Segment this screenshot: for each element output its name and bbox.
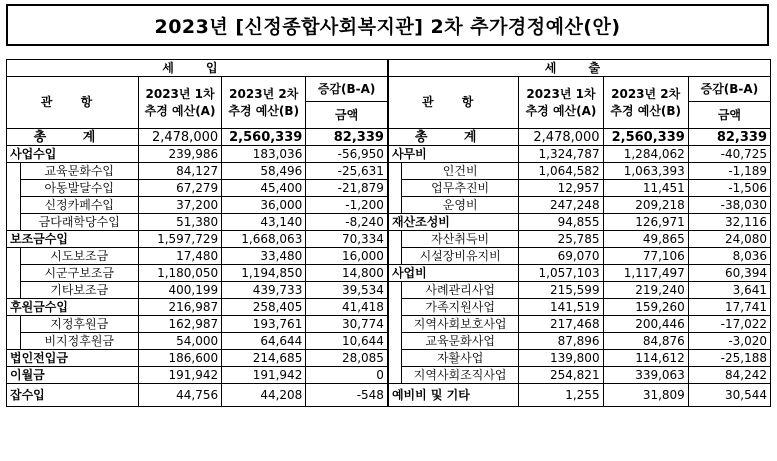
income-value-diff: 14,800: [306, 265, 388, 282]
income-value-b: 58,496: [222, 163, 306, 180]
expense-category-label: 사업비: [388, 265, 519, 282]
table-row: [7, 384, 771, 407]
expense-value-diff: 32,116: [688, 214, 770, 231]
income-value-diff: 70,334: [306, 231, 388, 248]
table-row: [7, 231, 771, 248]
table-row: [7, 180, 771, 197]
income-subitem-label: 지정후원금: [20, 316, 138, 333]
expense-value-a: 215,599: [519, 282, 603, 299]
table-row: [7, 316, 771, 333]
income-subitem-label: 시도보조금: [20, 248, 138, 265]
income-subitem-label: 교육문화수입: [20, 163, 138, 180]
income-value-b: 183,036: [222, 146, 306, 163]
expense-value-b: 31,809: [603, 384, 688, 407]
expense-subitem-label: 자활사업: [401, 350, 518, 367]
income-indent-cell: [7, 333, 21, 350]
expense-value-diff: -17,022: [688, 316, 770, 333]
budget-table: [6, 59, 771, 407]
page-title: 2023년 [신정종합사회복지관] 2차 추가경정예산(안): [6, 4, 769, 46]
expense-total-label: 총 계: [388, 129, 519, 146]
expense-indent-cell: [388, 367, 402, 384]
income-value-b: 45,400: [222, 180, 306, 197]
expense-value-a: 25,785: [519, 231, 603, 248]
expense-indent-cell: [388, 248, 402, 265]
expense-value-b: 11,451: [603, 180, 688, 197]
expense-value-a: 1,255: [519, 384, 603, 407]
expense-subitem-label: 업무추진비: [401, 180, 518, 197]
expense-indent-cell: [388, 197, 402, 214]
expense-indent-cell: [388, 163, 402, 180]
income-subitem-label: 시군구보조금: [20, 265, 138, 282]
expense-value-diff: -1,506: [688, 180, 770, 197]
table-row: [7, 282, 771, 299]
expense-value-diff: -40,725: [688, 146, 770, 163]
expense-total-b: 2,560,339: [603, 129, 688, 146]
expense-subitem-label: 지역사회조직사업: [401, 367, 518, 384]
income-value-diff: -21,879: [306, 180, 388, 197]
table-row: [7, 214, 771, 231]
expense-value-diff: 17,741: [688, 299, 770, 316]
expense-value-b: 114,612: [603, 350, 688, 367]
expense-value-b: 84,876: [603, 333, 688, 350]
income-col-amount: 금액: [306, 102, 388, 129]
income-subitem-label: 신정카페수입: [20, 197, 138, 214]
expense-subitem-label: 시설장비유지비: [401, 248, 518, 265]
expense-indent-cell: [388, 231, 402, 248]
expense-indent-cell: [388, 282, 402, 299]
expense-value-b: 200,446: [603, 316, 688, 333]
income-value-b: 1,194,850: [222, 265, 306, 282]
expense-value-a: 247,248: [519, 197, 603, 214]
income-subitem-label: 아동발달수입: [20, 180, 138, 197]
income-value-diff: -56,950: [306, 146, 388, 163]
expense-indent-cell: [388, 299, 402, 316]
income-value-b: 214,685: [222, 350, 306, 367]
income-value-a: 44,756: [138, 384, 221, 407]
income-indent-cell: [7, 214, 21, 231]
expense-value-a: 12,957: [519, 180, 603, 197]
income-subitem-label: 비지정후원금: [20, 333, 138, 350]
income-value-a: 37,200: [138, 197, 221, 214]
expense-value-a: 1,057,103: [519, 265, 603, 282]
income-value-b: 439,733: [222, 282, 306, 299]
income-value-a: 17,480: [138, 248, 221, 265]
income-value-a: 216,987: [138, 299, 221, 316]
income-category-label: 법인전입금: [7, 350, 139, 367]
income-value-a: 162,987: [138, 316, 221, 333]
expense-subitem-label: 교육문화사업: [401, 333, 518, 350]
expense-value-a: 141,519: [519, 299, 603, 316]
expense-value-b: 219,240: [603, 282, 688, 299]
expense-value-b: 1,063,393: [603, 163, 688, 180]
expense-value-a: 1,324,787: [519, 146, 603, 163]
income-value-b: 33,480: [222, 248, 306, 265]
expense-col-2nd: 2023년 2차 추경 예산(B): [603, 77, 688, 129]
income-value-b: 44,208: [222, 384, 306, 407]
income-subitem-label: 금다래학당수입: [20, 214, 138, 231]
expense-subitem-label: 자산취득비: [401, 231, 518, 248]
expense-indent-cell: [388, 350, 402, 367]
table-row: [7, 265, 771, 282]
expense-value-a: 69,070: [519, 248, 603, 265]
table-row: [7, 248, 771, 265]
expense-value-a: 254,821: [519, 367, 603, 384]
expense-value-b: 1,284,062: [603, 146, 688, 163]
income-value-a: 84,127: [138, 163, 221, 180]
expense-category-label: 예비비 및 기타: [388, 384, 519, 407]
income-value-diff: -1,200: [306, 197, 388, 214]
table-row: [7, 367, 771, 384]
expense-value-b: 1,117,497: [603, 265, 688, 282]
income-total-b: 2,560,339: [222, 129, 306, 146]
income-total-a: 2,478,000: [138, 129, 221, 146]
income-value-b: 258,405: [222, 299, 306, 316]
income-indent-cell: [7, 163, 21, 180]
income-indent-cell: [7, 180, 21, 197]
income-col-diff: 증감(B-A): [306, 77, 388, 102]
expense-value-a: 139,800: [519, 350, 603, 367]
income-subitem-label: 기타보조금: [20, 282, 138, 299]
expense-value-diff: 8,036: [688, 248, 770, 265]
expense-category-label: 사무비: [388, 146, 519, 163]
income-value-a: 186,600: [138, 350, 221, 367]
income-col-gwan: 관 항: [7, 77, 139, 129]
expense-value-b: 339,063: [603, 367, 688, 384]
expense-value-a: 87,896: [519, 333, 603, 350]
income-value-b: 191,942: [222, 367, 306, 384]
table-row: [7, 163, 771, 180]
income-category-label: 보조금수입: [7, 231, 139, 248]
expense-value-b: 126,971: [603, 214, 688, 231]
income-value-diff: 16,000: [306, 248, 388, 265]
expense-indent-cell: [388, 316, 402, 333]
income-value-diff: 10,644: [306, 333, 388, 350]
income-value-a: 54,000: [138, 333, 221, 350]
expense-total-a: 2,478,000: [519, 129, 603, 146]
expense-value-b: 77,106: [603, 248, 688, 265]
table-row: [7, 146, 771, 163]
table-row: [7, 350, 771, 367]
expense-value-diff: 24,080: [688, 231, 770, 248]
income-value-diff: 41,418: [306, 299, 388, 316]
income-value-diff: 28,085: [306, 350, 388, 367]
income-value-diff: 0: [306, 367, 388, 384]
expense-value-diff: -38,030: [688, 197, 770, 214]
expense-subitem-label: 운영비: [401, 197, 518, 214]
income-indent-cell: [7, 316, 21, 333]
income-col-1st: 2023년 1차 추경 예산(A): [138, 77, 221, 129]
expense-indent-cell: [388, 333, 402, 350]
income-value-a: 239,986: [138, 146, 221, 163]
income-indent-cell: [7, 248, 21, 265]
expense-value-b: 49,865: [603, 231, 688, 248]
expense-value-diff: 30,544: [688, 384, 770, 407]
expense-value-diff: -1,189: [688, 163, 770, 180]
income-value-a: 51,380: [138, 214, 221, 231]
income-value-diff: -548: [306, 384, 388, 407]
expense-indent-cell: [388, 180, 402, 197]
expense-category-label: 재산조성비: [388, 214, 519, 231]
income-value-a: 400,199: [138, 282, 221, 299]
table-row: [7, 333, 771, 350]
expense-section-header: 세 출: [388, 60, 771, 77]
expense-value-diff: -3,020: [688, 333, 770, 350]
income-value-diff: 39,534: [306, 282, 388, 299]
expense-value-diff: 84,242: [688, 367, 770, 384]
income-value-a: 67,279: [138, 180, 221, 197]
expense-col-diff: 증감(B-A): [688, 77, 770, 102]
table-row: [7, 197, 771, 214]
income-indent-cell: [7, 282, 21, 299]
income-section-header: 세 입: [7, 60, 388, 77]
income-category-label: 사업수입: [7, 146, 139, 163]
income-col-2nd: 2023년 2차 추경 예산(B): [222, 77, 306, 129]
expense-subitem-label: 지역사회보호사업: [401, 316, 518, 333]
expense-subitem-label: 인건비: [401, 163, 518, 180]
income-value-a: 191,942: [138, 367, 221, 384]
expense-value-b: 159,260: [603, 299, 688, 316]
income-category-label: 잡수입: [7, 384, 139, 407]
income-category-label: 후원금수입: [7, 299, 139, 316]
income-value-a: 1,597,729: [138, 231, 221, 248]
income-value-b: 36,000: [222, 197, 306, 214]
expense-col-gwan: 관 항: [388, 77, 519, 129]
income-total-d: 82,339: [306, 129, 388, 146]
expense-value-diff: -25,188: [688, 350, 770, 367]
expense-subitem-label: 사례관리사업: [401, 282, 518, 299]
expense-value-diff: 3,641: [688, 282, 770, 299]
expense-value-b: 209,218: [603, 197, 688, 214]
income-value-diff: -25,631: [306, 163, 388, 180]
expense-col-amount: 금액: [688, 102, 770, 129]
expense-value-a: 1,064,582: [519, 163, 603, 180]
expense-value-diff: 60,394: [688, 265, 770, 282]
income-value-diff: 30,774: [306, 316, 388, 333]
income-indent-cell: [7, 197, 21, 214]
income-value-a: 1,180,050: [138, 265, 221, 282]
income-value-b: 43,140: [222, 214, 306, 231]
expense-total-d: 82,339: [688, 129, 770, 146]
expense-subitem-label: 가족지원사업: [401, 299, 518, 316]
income-value-diff: -8,240: [306, 214, 388, 231]
expense-value-a: 217,468: [519, 316, 603, 333]
income-value-b: 1,668,063: [222, 231, 306, 248]
income-total-label: 총 계: [7, 129, 139, 146]
expense-value-a: 94,855: [519, 214, 603, 231]
table-row: [7, 299, 771, 316]
income-indent-cell: [7, 265, 21, 282]
income-category-label: 이월금: [7, 367, 139, 384]
income-value-b: 64,644: [222, 333, 306, 350]
expense-col-1st: 2023년 1차 추경 예산(A): [519, 77, 603, 129]
income-value-b: 193,761: [222, 316, 306, 333]
